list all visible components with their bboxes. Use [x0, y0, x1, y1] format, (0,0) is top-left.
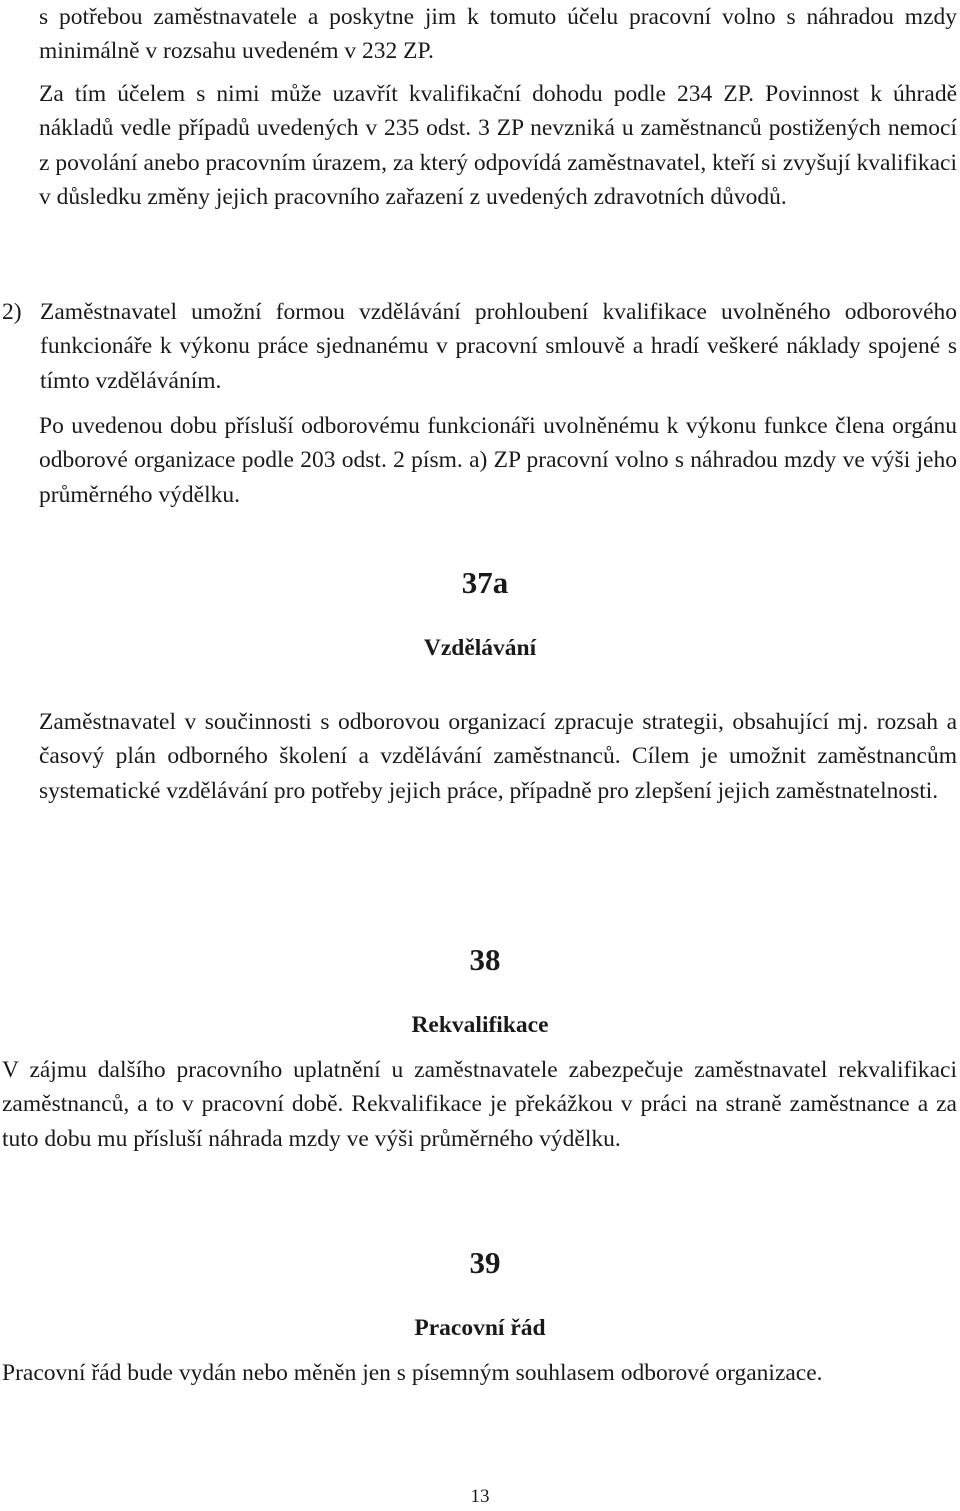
section-38-title: Rekvalifikace: [411, 1012, 549, 1038]
list-item-2: [2, 295, 957, 398]
section-39-title: Pracovní řád: [414, 1315, 546, 1341]
section-number: 37a: [461, 565, 509, 600]
section-37a-text: Zaměstnavatel v součinnosti s odborovou organizací zpracuje strategii, obsahující mj. rozsah a časový plán odborného školení a vzdělávání zaměstnanců. Cílem je umožnit zaměstnancům systematické vzdělávání pro potřeby jejich práce, případně pro zlepšení jejich zaměstnatelnosti.: [39, 709, 957, 804]
section-39-heading: [0, 1243, 960, 1283]
paragraph-continuation: s potřebou zaměstnavatele a poskytne jim k tomuto účelu pracovní volno s náhradou mzdy minimálně v rozsahu uvedeném v 232 ZP.: [39, 4, 957, 65]
page-number: 13: [470, 1486, 490, 1507]
paragraph-union-official-leave: Po uvedenou dobu přísluší odborovému funkcionáři uvolněnému k výkonu funkce člena orgánu odborové organizace podle 203 odst. 2 písm. a) ZP pracovní volno s náhradou mzdy ve výši jeho průměrného výdělku.: [39, 413, 957, 508]
section-number: 38: [469, 942, 501, 977]
section-number: 39: [469, 1245, 501, 1280]
paragraph-qualification-agreement: Za tím účelem s nimi může uzavřít kvalifikační dohodu podle 234 ZP. Povinnost k úhradě nákladů vedle případů uvedených v 235 odst. 3 ZP nevzniká u zaměstnanců postižených nemocí z povolání anebo pracovním úrazem, za který odpovídá zaměstnavatel, kteří si zvyšují kvalifikaci v důsledku změny jejich pracovního zařazení z uvedených zdravotních důvodů.: [39, 81, 957, 211]
section-37a-heading: [0, 563, 960, 603]
section-39-text: Pracovní řád bude vydán nebo měněn jen s písemným souhlasem odborové organizace.: [2, 1360, 823, 1386]
section-37a-title: Vzdělávání: [423, 635, 537, 661]
list-item-number: 2): [2, 299, 22, 325]
section-38-heading: [0, 940, 960, 980]
list-item-text: Zaměstnavatel umožní formou vzdělávání prohloubení kvalifikace uvolněného odborového funkcionáře k výkonu práce sjednanému v pracovní smlouvě a hradí veškeré náklady spojené s tímto vzděláváním.: [40, 299, 957, 394]
section-38-text: V zájmu dalšího pracovního uplatnění u zaměstnavatele zabezpečuje zaměstnavatel rekvalifikaci zaměstnanců, a to v pracovní době. Rekvalifikace je překážkou v práci na straně zaměstnance a za tuto dobu mu přísluší náhrada mzdy ve výši průměrného výdělku.: [2, 1057, 957, 1152]
